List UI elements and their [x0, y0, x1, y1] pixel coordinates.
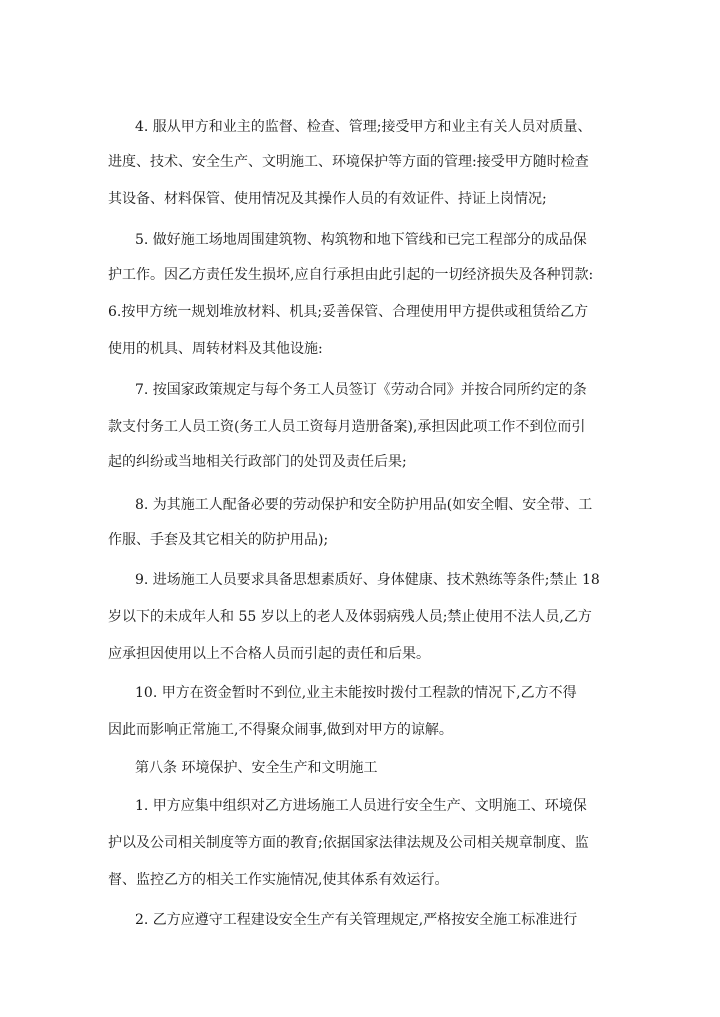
text-line: 8. 为其施工人配备必要的劳动保护和安全防护用品(如安全帽、安全带、工 [135, 497, 593, 513]
text-line: 5. 做好施工场地周围建筑物、构筑物和地下管线和已完工程部分的成品保 [135, 232, 587, 248]
text-line: 护以及公司相关制度等方面的教育;依据国家法律法规及公司相关规章制度、监 [108, 835, 589, 851]
text-line: 9. 进场施工人员要求具备思想素质好、身体健康、技术熟练等条件;禁止 18 [135, 572, 600, 588]
text-line: 4. 服从甲方和业主的监督、检查、管理;接受甲方和业主有关人员对质量、 [135, 119, 592, 135]
text-line: 10. 甲方在资金暂时不到位,业主未能按时拨付工程款的情况下,乙方不得 [135, 685, 577, 701]
text-line: 6.按甲方统一规划堆放材料、机具;妥善保管、合理使用甲方提供或租赁给乙方 [108, 304, 589, 320]
text-line: 1. 甲方应集中组织对乙方进场施工人员进行安全生产、文明施工、环境保 [135, 798, 587, 814]
text-line: 应承担因使用以上不合格人员而引起的责任和后果。 [108, 646, 430, 662]
text-line: 7. 按国家政策规定与每个务工人员签订《劳动合同》并按合同所约定的条 [135, 382, 587, 398]
text-line: 督、监控乙方的相关工作实施情况,使其体系有效运行。 [108, 872, 449, 888]
text-line: 岁以下的未成年人和 55 岁以上的老人及体弱病残人员;禁止使用不法人员,乙方 [108, 609, 592, 625]
text-line: 使用的机具、周转材料及其他设施: [108, 341, 323, 357]
text-line: 因此而影响正常施工,不得聚众闹事,做到对甲方的谅解。 [108, 722, 453, 738]
section-heading: 第八条 环境保护、安全生产和文明施工 [135, 760, 378, 776]
text-line: 进度、技术、安全生产、文明施工、环境保护等方面的管理:接受甲方随时检查 [108, 154, 589, 170]
text-line: 2. 乙方应遵守工程建设安全生产有关管理规定,严格按安全施工标准进行 [135, 912, 578, 928]
text-line: 护工作。因乙方责任发生损坏,应自行承担由此引起的一切经济损失及各种罚款: [108, 267, 594, 283]
text-line: 起的纠纷或当地相关行政部门的处罚及责任后果; [108, 454, 407, 470]
text-line: 其设备、材料保管、使用情况及其操作人员的有效证件、持证上岗情况; [108, 191, 547, 207]
text-line: 作服、手套及其它相关的防护用品); [108, 532, 329, 548]
text-line: 款支付务工人员工资(务工人员工资每月造册备案),承担因此项工作不到位而引 [108, 419, 586, 435]
